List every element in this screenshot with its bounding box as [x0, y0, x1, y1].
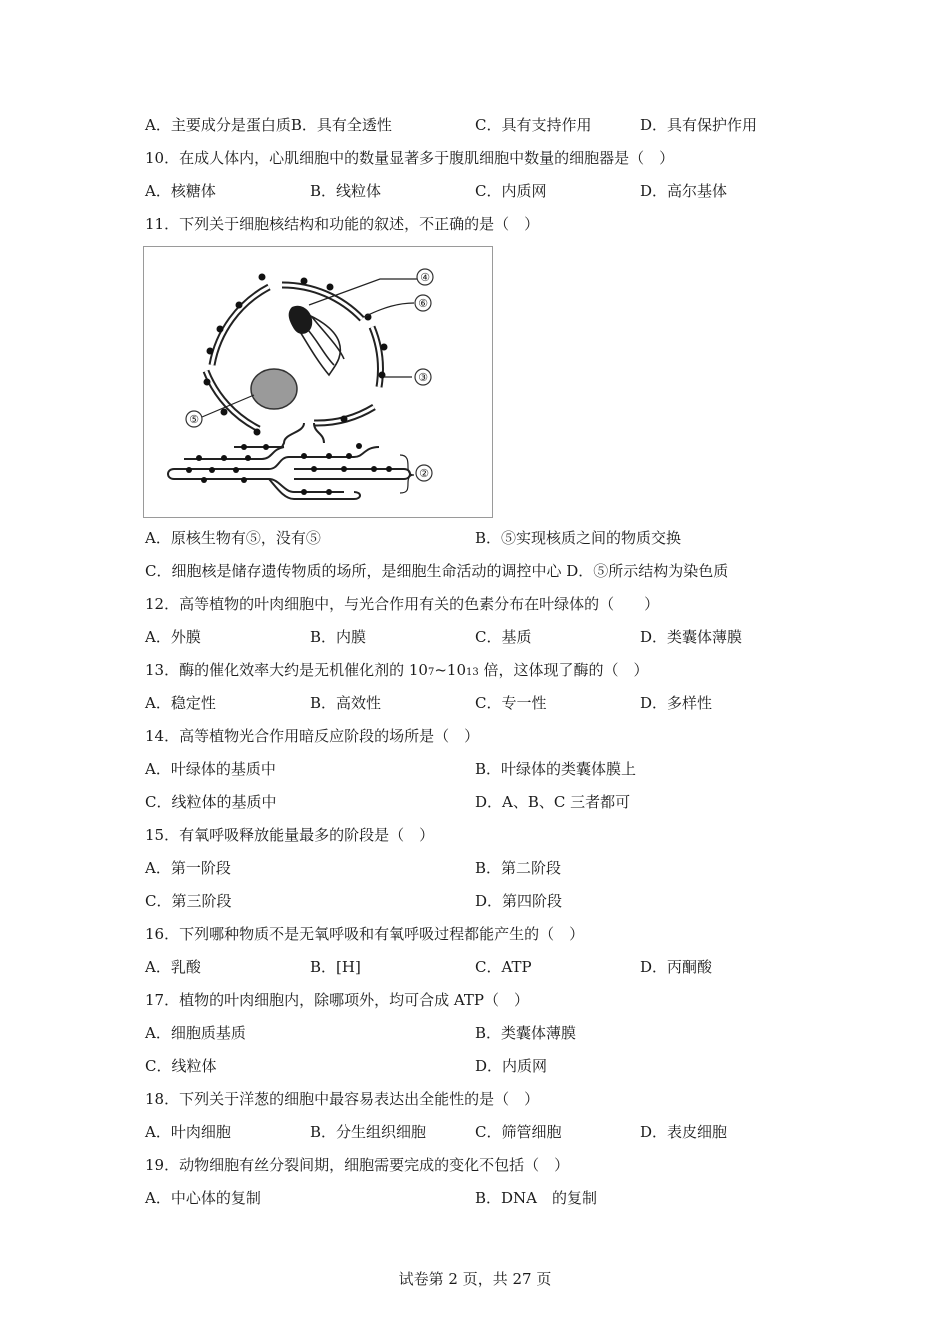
q15-option-b: B．第二阶段	[475, 859, 562, 877]
q13-option-c: C．专一性	[475, 694, 547, 712]
q16-option-a: A．乳酸	[145, 958, 201, 976]
q14-stem: 14．高等植物光合作用暗反应阶段的场所是（ ）	[145, 727, 480, 745]
q10-option-c: C．内质网	[475, 182, 547, 200]
nucleus-diagram	[143, 246, 493, 518]
q13-stem	[145, 655, 649, 688]
page-footer: 试卷第 2 页，共 27 页	[398, 1270, 552, 1288]
q16-option-b: B．[H]	[310, 958, 361, 976]
q13-exp1: 7	[427, 667, 435, 678]
q17-stem-row	[0, 985, 950, 1015]
q10-stem-row	[0, 143, 950, 173]
q10-stem: 10．在成人体内，心肌细胞中的数量显著多于腹肌细胞中数量的细胞器是（ ）	[145, 149, 675, 167]
q18-stem-row	[0, 1084, 950, 1114]
q17-stem: 17．植物的叶肉细胞内，除哪项外，均可合成 ATP（ ）	[145, 991, 529, 1009]
q14-option-d: D．A、B、C 三者都可	[475, 793, 631, 811]
label-2: ②	[419, 467, 429, 480]
q15-options-row2	[0, 886, 950, 916]
q15-stem: 15．有氧呼吸释放能量最多的阶段是（ ）	[145, 826, 435, 844]
q13-options-row	[0, 688, 950, 718]
q15-option-a: A．第一阶段	[145, 859, 231, 877]
q15-option-d: D．第四阶段	[475, 892, 563, 910]
q13-stem-post: 倍，这体现了酶的（ ）	[478, 661, 649, 679]
q14-option-b: B．叶绿体的类囊体膜上	[475, 760, 637, 778]
q16-stem: 16．下列哪种物质不是无氧呼吸和有氧呼吸过程都能产生的（ ）	[145, 925, 585, 943]
q19-options-row1	[0, 1183, 950, 1213]
q13-option-d: D．多样性	[640, 694, 713, 712]
q17-option-c: C．线粒体	[145, 1057, 217, 1075]
q18-stem: 18．下列关于洋葱的细胞中最容易表达出全能性的是（ ）	[145, 1090, 540, 1108]
q15-stem-row	[0, 820, 950, 850]
q16-stem-row	[0, 919, 950, 949]
q18-option-c: C．筛管细胞	[475, 1123, 562, 1141]
q12-option-a: A．外膜	[145, 628, 201, 646]
q14-options-row2	[0, 787, 950, 817]
q10-option-a: A．核糖体	[145, 182, 216, 200]
q17-options-row1	[0, 1018, 950, 1048]
q18-option-d: D．表皮细胞	[640, 1123, 728, 1141]
q16-option-d: D．丙酮酸	[640, 958, 713, 976]
q11-option-b: B．⑤实现核质之间的物质交换	[475, 529, 682, 547]
q14-option-a: A．叶绿体的基质中	[145, 760, 276, 778]
q17-option-b: B．类囊体薄膜	[475, 1024, 577, 1042]
q13-option-a: A．稳定性	[145, 694, 216, 712]
q17-options-row2	[0, 1051, 950, 1081]
q11-option-cd: C．细胞核是储存遗传物质的场所，是细胞生命活动的调控中心 D．⑤所示结构为染色质	[145, 562, 729, 580]
q13-stem-row	[0, 655, 950, 685]
q18-options-row	[0, 1117, 950, 1147]
q12-stem: 12．高等植物的叶肉细胞中，与光合作用有关的色素分布在叶绿体的（ ）	[145, 595, 660, 613]
q13-stem-pre: 13．酶的催化效率大约是无机催化剂的 10	[145, 661, 428, 679]
q19-option-a: A．中心体的复制	[145, 1189, 261, 1207]
q16-option-c: C．ATP	[475, 958, 532, 976]
q11-options-row1	[0, 523, 950, 553]
q12-stem-row	[0, 589, 950, 619]
q11-options-row2	[0, 556, 950, 586]
q15-option-c: C．第三阶段	[145, 892, 232, 910]
q16-options-row	[0, 952, 950, 982]
q18-option-a: A．叶肉细胞	[145, 1123, 231, 1141]
q13-option-b: B．高效性	[310, 694, 382, 712]
q12-option-c: C．基质	[475, 628, 532, 646]
label-4: ④	[420, 271, 430, 284]
label-5: ⑤	[189, 413, 199, 426]
q10-options-row	[0, 176, 950, 206]
q12-options-row	[0, 622, 950, 652]
q9-option-c: C．具有支持作用	[475, 116, 592, 134]
q15-options-row1	[0, 853, 950, 883]
q14-option-c: C．线粒体的基质中	[145, 793, 277, 811]
q19-stem-row	[0, 1150, 950, 1180]
q14-stem-row	[0, 721, 950, 751]
q11-stem-row	[0, 209, 950, 239]
q9-options-row	[0, 110, 950, 140]
q10-option-d: D．高尔基体	[640, 182, 728, 200]
q14-options-row1	[0, 754, 950, 784]
q12-option-b: B．内膜	[310, 628, 367, 646]
q9-option-ab: A．主要成分是蛋白质B．具有全透性	[145, 116, 392, 134]
q13-exp2: 13	[465, 667, 479, 678]
q9-option-d: D．具有保护作用	[640, 116, 758, 134]
q11-stem: 11．下列关于细胞核结构和功能的叙述，不正确的是（ ）	[145, 215, 540, 233]
q11-option-a: A．原核生物有⑤，没有⑤	[145, 529, 321, 547]
q12-option-d: D．类囊体薄膜	[640, 628, 743, 646]
label-6: ⑥	[418, 297, 428, 310]
q10-option-b: B．线粒体	[310, 182, 382, 200]
q17-option-a: A．细胞质基质	[145, 1024, 246, 1042]
q17-option-d: D．内质网	[475, 1057, 548, 1075]
q18-option-b: B．分生组织细胞	[310, 1123, 427, 1141]
q19-option-b: B．DNA 的复制	[475, 1189, 598, 1207]
q19-stem: 19．动物细胞有丝分裂间期，细胞需要完成的变化不包括（ ）	[145, 1156, 570, 1174]
q13-stem-mid: ~10	[434, 661, 466, 679]
label-3: ③	[418, 371, 428, 384]
